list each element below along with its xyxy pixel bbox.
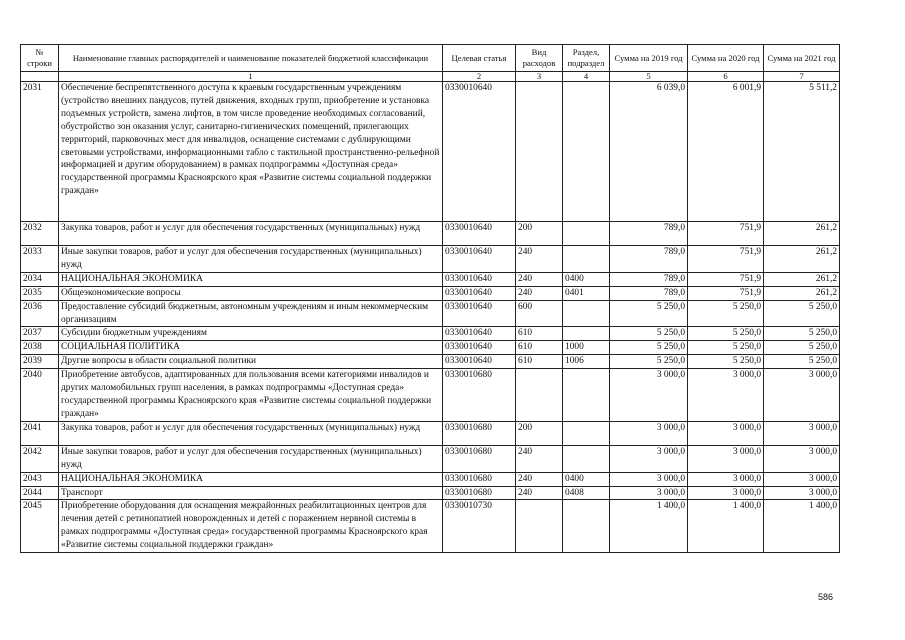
row-target-code: 0330010640: [443, 341, 516, 355]
table-row: [21, 222, 840, 246]
header-sum-2021: Сумма на 2021 год: [764, 45, 840, 72]
row-target-code: 0330010640: [443, 222, 516, 246]
row-number: 2034: [21, 272, 59, 286]
row-section: 0400: [563, 472, 610, 486]
table-row: [21, 445, 840, 472]
row-name: Транспорт: [59, 486, 443, 500]
row-sum-2020: 6 001,9: [688, 82, 764, 222]
row-expense-type: 600: [516, 300, 563, 327]
row-sum-2019: 5 250,0: [610, 300, 688, 327]
row-name: Предоставление субсидий бюджетным, автономным учреждениям и иным некоммерческим организациям: [59, 300, 443, 327]
row-sum-2021: 261,2: [764, 222, 840, 246]
row-sum-2020: 3 000,0: [688, 445, 764, 472]
row-expense-type: 240: [516, 445, 563, 472]
header-name: Наименование главных распорядителей и наименование показателей бюджетной классификации: [59, 45, 443, 72]
row-name: Приобретение оборудования для оснащения межрайонных реабилитационных центров для лечения детей с ретинопатией новорожденных и детей с поражением нервной системы в рамках подпрограммы «Доступная среда» государственной программы Красноярского края «Развитие системы социальной поддержки граждан»: [59, 500, 443, 553]
row-number: 2044: [21, 486, 59, 500]
row-sum-2021: 3 000,0: [764, 486, 840, 500]
row-number: 2041: [21, 421, 59, 445]
row-sum-2020: 751,9: [688, 222, 764, 246]
row-number: 2039: [21, 355, 59, 369]
row-sum-2021: 5 250,0: [764, 355, 840, 369]
row-name: Приобретение автобусов, адаптированных для пользования всеми категориями инвалидов и других маломобильных групп населения, в рамках подпрограммы «Доступная среда» государственной программы Красноярского края «Развитие системы социальной поддержки граждан»: [59, 369, 443, 422]
row-sum-2020: 751,9: [688, 272, 764, 286]
row-sum-2021: 261,2: [764, 272, 840, 286]
row-sum-2020: 3 000,0: [688, 421, 764, 445]
row-number: 2032: [21, 222, 59, 246]
row-sum-2021: 5 250,0: [764, 300, 840, 327]
row-target-code: 0330010640: [443, 300, 516, 327]
table-row: [21, 486, 840, 500]
row-target-code: 0330010680: [443, 421, 516, 445]
row-sum-2021: 3 000,0: [764, 472, 840, 486]
row-name: Закупка товаров, работ и услуг для обеспечения государственных (муниципальных) нужд: [59, 222, 443, 246]
header-target-code: Целевая статья: [443, 45, 516, 72]
row-sum-2021: 261,2: [764, 246, 840, 273]
row-name: Иные закупки товаров, работ и услуг для обеспечения государственных (муниципальных) нужд: [59, 246, 443, 273]
row-target-code: 0330010640: [443, 272, 516, 286]
row-sum-2020: 3 000,0: [688, 369, 764, 422]
table-row: [21, 500, 840, 553]
table-row: [21, 341, 840, 355]
table-row: [21, 421, 840, 445]
row-sum-2019: 3 000,0: [610, 472, 688, 486]
row-section: [563, 421, 610, 445]
row-target-code: 0330010680: [443, 472, 516, 486]
row-name: Обеспечение беспрепятственного доступа к краевым государственным учреждениям (устройство внешних пандусов, путей движения, входных групп, приобретение и установка подъемных устройств, замена лифтов, в том числе проведение необходимых согласований, обустройство зон оказания услуг, санитарно-гигиенических помещений, прилегающих территорий, парковочных мест для инвалидов, оснащение системами с дублирующими световыми устройствами, информационными табло с тактильной пространственно-рельефной информацией и другим оборудованием) в рамках подпрограммы «Доступная среда» государственной программы Красноярского края «Развитие системы социальной поддержки граждан»: [59, 82, 443, 222]
row-sum-2019: 5 250,0: [610, 341, 688, 355]
table-row: [21, 472, 840, 486]
row-sum-2020: 751,9: [688, 286, 764, 300]
row-expense-type: 610: [516, 327, 563, 341]
row-sum-2020: 5 250,0: [688, 300, 764, 327]
row-expense-type: 240: [516, 472, 563, 486]
row-section: [563, 500, 610, 553]
row-number: 2040: [21, 369, 59, 422]
row-target-code: 0330010640: [443, 355, 516, 369]
header-expense-type: Вид расходов: [516, 45, 563, 72]
row-name: Общеэкономические вопросы: [59, 286, 443, 300]
budget-table: [20, 44, 840, 553]
table-row: [21, 355, 840, 369]
row-sum-2019: 789,0: [610, 222, 688, 246]
row-section: [563, 369, 610, 422]
row-sum-2019: 6 039,0: [610, 82, 688, 222]
row-sum-2020: 5 250,0: [688, 341, 764, 355]
row-section: [563, 445, 610, 472]
row-number: 2038: [21, 341, 59, 355]
row-sum-2019: 789,0: [610, 246, 688, 273]
row-name: Субсидии бюджетным учреждениям: [59, 327, 443, 341]
row-expense-type: 240: [516, 486, 563, 500]
row-expense-type: 610: [516, 355, 563, 369]
row-target-code: 0330010680: [443, 445, 516, 472]
row-expense-type: [516, 500, 563, 553]
row-section: [563, 246, 610, 273]
row-target-code: 0330010680: [443, 486, 516, 500]
row-sum-2021: 5 250,0: [764, 327, 840, 341]
row-sum-2021: 5 250,0: [764, 341, 840, 355]
row-sum-2021: 3 000,0: [764, 445, 840, 472]
table-row: [21, 272, 840, 286]
row-section: 0400: [563, 272, 610, 286]
row-number: 2031: [21, 82, 59, 222]
row-section: [563, 82, 610, 222]
row-expense-type: 200: [516, 421, 563, 445]
column-number: 2: [443, 72, 516, 82]
row-number: 2037: [21, 327, 59, 341]
row-sum-2020: 5 250,0: [688, 327, 764, 341]
header-section: Раздел, подраздел: [563, 45, 610, 72]
header-sum-2019: Сумма на 2019 год: [610, 45, 688, 72]
row-expense-type: [516, 369, 563, 422]
row-name: НАЦИОНАЛЬНАЯ ЭКОНОМИКА: [59, 272, 443, 286]
header-row-no: № строки: [21, 45, 59, 72]
row-expense-type: 240: [516, 246, 563, 273]
column-number: 6: [688, 72, 764, 82]
row-sum-2019: 789,0: [610, 272, 688, 286]
table-row: [21, 369, 840, 422]
row-sum-2019: 5 250,0: [610, 355, 688, 369]
table-row: [21, 286, 840, 300]
table-row: [21, 82, 840, 222]
row-sum-2021: 5 511,2: [764, 82, 840, 222]
row-section: 1006: [563, 355, 610, 369]
row-section: [563, 222, 610, 246]
row-number: 2033: [21, 246, 59, 273]
row-target-code: 0330010640: [443, 327, 516, 341]
row-number: 2045: [21, 500, 59, 553]
row-name: СОЦИАЛЬНАЯ ПОЛИТИКА: [59, 341, 443, 355]
column-number: 1: [59, 72, 443, 82]
row-name: Другие вопросы в области социальной политики: [59, 355, 443, 369]
column-number: 4: [563, 72, 610, 82]
row-sum-2019: 3 000,0: [610, 486, 688, 500]
row-section: 1000: [563, 341, 610, 355]
row-number: 2043: [21, 472, 59, 486]
header-sum-2020: Сумма на 2020 год: [688, 45, 764, 72]
row-number: 2035: [21, 286, 59, 300]
row-sum-2019: 5 250,0: [610, 327, 688, 341]
row-sum-2019: 3 000,0: [610, 369, 688, 422]
row-sum-2021: 3 000,0: [764, 421, 840, 445]
row-sum-2021: 261,2: [764, 286, 840, 300]
row-name: НАЦИОНАЛЬНАЯ ЭКОНОМИКА: [59, 472, 443, 486]
column-number: 3: [516, 72, 563, 82]
row-target-code: 0330010640: [443, 246, 516, 273]
row-sum-2020: 3 000,0: [688, 486, 764, 500]
row-sum-2020: 1 400,0: [688, 500, 764, 553]
row-sum-2021: 3 000,0: [764, 369, 840, 422]
column-number-row: [21, 72, 840, 82]
column-number: 5: [610, 72, 688, 82]
row-section: [563, 300, 610, 327]
table-row: [21, 327, 840, 341]
row-sum-2019: 1 400,0: [610, 500, 688, 553]
row-number: 2036: [21, 300, 59, 327]
header-row: [21, 45, 840, 72]
row-expense-type: 200: [516, 222, 563, 246]
row-section: [563, 327, 610, 341]
row-sum-2019: 3 000,0: [610, 421, 688, 445]
row-name: Иные закупки товаров, работ и услуг для обеспечения государственных (муниципальных) нужд: [59, 445, 443, 472]
row-expense-type: 610: [516, 341, 563, 355]
page-number: 586: [818, 592, 834, 602]
column-number: 7: [764, 72, 840, 82]
row-expense-type: [516, 82, 563, 222]
row-sum-2021: 1 400,0: [764, 500, 840, 553]
table-row: [21, 246, 840, 273]
table-row: [21, 300, 840, 327]
row-expense-type: 240: [516, 286, 563, 300]
row-number: 2042: [21, 445, 59, 472]
row-sum-2020: 3 000,0: [688, 472, 764, 486]
row-name: Закупка товаров, работ и услуг для обеспечения государственных (муниципальных) нужд: [59, 421, 443, 445]
row-sum-2020: 5 250,0: [688, 355, 764, 369]
row-target-code: 0330010680: [443, 369, 516, 422]
row-sum-2020: 751,9: [688, 246, 764, 273]
row-expense-type: 240: [516, 272, 563, 286]
row-target-code: 0330010640: [443, 286, 516, 300]
row-sum-2019: 3 000,0: [610, 445, 688, 472]
row-target-code: 0330010640: [443, 82, 516, 222]
row-section: 0408: [563, 486, 610, 500]
row-target-code: 0330010730: [443, 500, 516, 553]
row-sum-2019: 789,0: [610, 286, 688, 300]
row-section: 0401: [563, 286, 610, 300]
column-number-empty: [21, 72, 59, 82]
